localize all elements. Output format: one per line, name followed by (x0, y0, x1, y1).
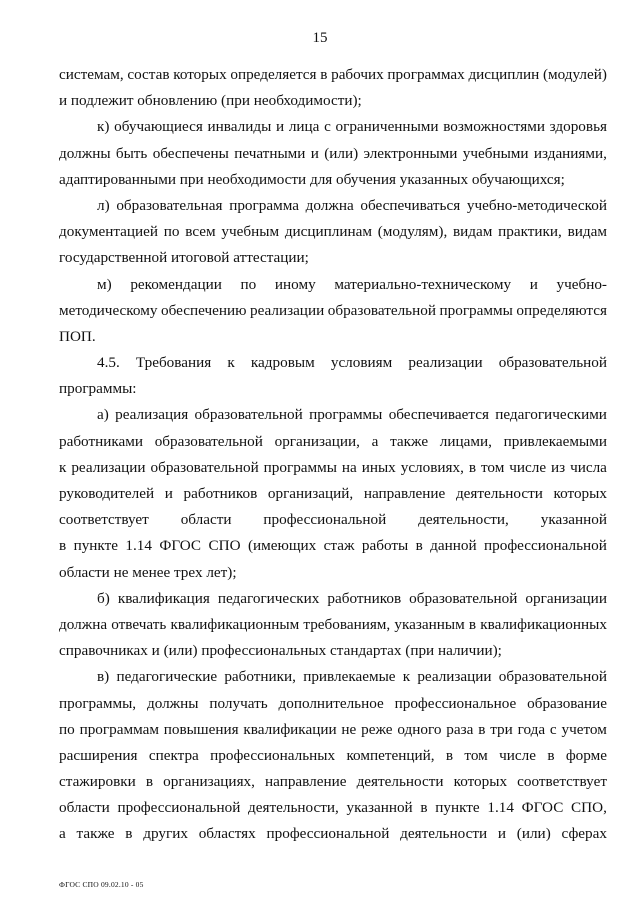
text-line (59, 769, 607, 795)
word: программы (263, 458, 337, 476)
word: к (227, 354, 235, 372)
word: раза (446, 720, 474, 738)
word: числе (509, 458, 547, 476)
text-line (59, 62, 607, 88)
word: программы, (59, 694, 137, 712)
text-line (59, 586, 607, 612)
word: СПО, (571, 799, 607, 817)
word: которых (453, 773, 508, 791)
word: методическому (59, 301, 158, 319)
word: видам (567, 223, 607, 241)
word: образовательной (150, 458, 259, 476)
word: спектра (148, 746, 199, 764)
text-line: ПОП. (59, 327, 96, 345)
paragraph-m (59, 272, 607, 351)
text-line: адаптированными при необходимости для обучения указанных обучающихся; (59, 170, 565, 188)
word: деятельности (356, 773, 444, 791)
word: в (468, 458, 477, 476)
word: стаж (323, 537, 355, 555)
word: соответствует (59, 511, 149, 529)
word: возможностями (443, 118, 545, 136)
word: педагогических (217, 589, 320, 607)
word: здоровья (549, 118, 607, 136)
word: условиях, (400, 458, 464, 476)
word: а (59, 825, 66, 843)
word: требованиям, (303, 615, 391, 633)
word: организаций, (267, 485, 354, 502)
text-line (59, 402, 607, 428)
word: а (371, 432, 379, 450)
word: в (59, 537, 67, 555)
word: образовательной (498, 354, 607, 372)
word: определяются (516, 301, 607, 319)
word: в (125, 825, 133, 843)
word: б) (97, 589, 110, 607)
word: инвалиды (207, 118, 272, 136)
text-line (59, 219, 607, 245)
word: работниками (59, 432, 143, 450)
word: (модулей) (542, 66, 607, 83)
word: реализации (249, 301, 325, 319)
word: и (164, 485, 173, 502)
page-number: 15 (312, 30, 328, 46)
word: в (320, 66, 328, 83)
word: квалификация (117, 589, 210, 607)
word: должны (59, 144, 111, 162)
word: по (163, 223, 180, 241)
word: образовательной (154, 432, 263, 450)
word: по (59, 720, 75, 738)
section-4-5-heading (59, 350, 607, 402)
document-footer-code: ФГОС СПО 09.02.10 - 05 (59, 880, 144, 889)
word: форме (565, 746, 607, 764)
word: компетенций, (346, 746, 435, 764)
text-line: и подлежит обновлению (при необходимости); (59, 92, 362, 110)
word: в (415, 537, 423, 555)
word: работников (183, 485, 258, 502)
paragraph-continuation (59, 62, 607, 114)
word: программы (439, 301, 513, 319)
text-line (59, 717, 607, 743)
word: и (275, 118, 285, 136)
word: видам (453, 223, 493, 241)
word: сферах (561, 825, 607, 843)
word: числа (570, 458, 607, 476)
word: в (547, 746, 555, 764)
word: программах (387, 66, 465, 83)
word: расширения (59, 746, 138, 764)
word: обеспечению (160, 301, 247, 319)
word: 4.5. (97, 354, 120, 372)
text-line: справочниках и (или) профессиональных стандартах (при наличии); (59, 642, 502, 660)
word: быть (115, 144, 148, 162)
text-line: программы: (59, 380, 137, 398)
word: направление (265, 773, 347, 791)
word: в (145, 773, 154, 791)
text-line (59, 193, 607, 219)
word: иных (361, 458, 396, 476)
word: печатными (234, 144, 306, 162)
word: по (240, 275, 257, 293)
text-line (59, 533, 607, 559)
word: деятельности (455, 485, 543, 502)
text-line (59, 821, 607, 847)
word: должна (59, 615, 108, 633)
word: реализации (71, 458, 146, 476)
word: учебно- (556, 275, 607, 293)
word: педагогические (116, 668, 218, 686)
word: года (517, 720, 546, 738)
word: образовательной (194, 406, 303, 424)
word: ФГОС (521, 799, 564, 817)
word: обеспечивается (388, 406, 489, 424)
word: учетом (561, 720, 607, 738)
word: дополнительное (278, 694, 384, 712)
word: данной (430, 537, 477, 555)
word: области (59, 799, 110, 817)
word: в (478, 720, 486, 738)
word: электронными (363, 144, 458, 162)
text-line (59, 507, 607, 533)
word: состав (127, 66, 170, 83)
word: с (324, 118, 331, 136)
word: работники, (224, 668, 296, 686)
word: образование (527, 694, 607, 712)
word: Требования (135, 354, 212, 372)
word: привлекаемые (303, 668, 396, 686)
word: руководителей (59, 485, 155, 502)
text-line (59, 114, 607, 140)
text-line (59, 664, 607, 690)
word: к (59, 458, 67, 476)
word: профессиональной (263, 511, 387, 529)
paragraph-l (59, 193, 607, 272)
paragraph-b (59, 586, 607, 665)
word: соответствует (517, 773, 607, 791)
word: организации, (274, 432, 360, 450)
word: повышения (163, 720, 239, 738)
paragraph-k (59, 114, 607, 193)
word: лица (288, 118, 320, 136)
word: изданиями, (533, 144, 607, 162)
word: ФГОС (159, 537, 202, 555)
word: области (180, 511, 232, 529)
word: также (76, 825, 115, 843)
word: областях (198, 825, 256, 843)
word: реализации (417, 668, 492, 686)
word: должна (305, 196, 354, 214)
word: том (480, 458, 505, 476)
word: определяется (230, 66, 317, 83)
word: организациях, (163, 773, 255, 791)
word: в) (97, 668, 110, 686)
word: привлекаемыми (503, 432, 607, 450)
word: пункте (73, 537, 118, 555)
word: получать (209, 694, 268, 712)
word: в (468, 615, 477, 633)
word: в (445, 746, 454, 764)
word: также (390, 432, 429, 450)
word: условиям (330, 354, 393, 372)
word: рабочих (331, 66, 384, 83)
word: реализации (408, 354, 483, 372)
word: практики, (498, 223, 562, 241)
word: указанной (540, 511, 607, 529)
word: образовательной (409, 589, 518, 607)
word: числе (499, 746, 536, 764)
word: квалификационных (480, 615, 607, 633)
word: других (143, 825, 188, 843)
word: педагогическими (495, 406, 607, 424)
word: (или) (516, 825, 551, 843)
word: в (420, 799, 428, 817)
word: дисциплинам (284, 223, 372, 241)
text-line (59, 429, 607, 455)
word: учебно-методической (466, 196, 607, 214)
word: (имеющих (247, 537, 317, 555)
word: СПО (208, 537, 241, 555)
word: с (549, 720, 557, 738)
word: деятельности, (248, 799, 339, 817)
word: м) (97, 275, 112, 293)
word: деятельности, (418, 511, 509, 529)
word: указанным (394, 615, 465, 633)
word: должны (146, 694, 199, 712)
text-line: области не менее трех лет); (59, 563, 237, 581)
word: образовательная (116, 196, 223, 214)
text-line (59, 795, 607, 821)
text-line (59, 481, 607, 507)
word: стажировки (59, 773, 136, 791)
word: направление (363, 485, 446, 502)
word: профессиональных (210, 746, 336, 764)
word: из (551, 458, 566, 476)
word: указанной (346, 799, 413, 817)
word: пункте (435, 799, 480, 817)
word: отвечать (111, 615, 167, 633)
word: работы (361, 537, 409, 555)
word: обучающиеся (114, 118, 203, 136)
word: системам, (59, 66, 124, 83)
word: которых (173, 66, 227, 83)
word: обеспечены (152, 144, 229, 162)
text-line (59, 298, 607, 324)
word: и (529, 275, 538, 293)
paragraph-a (59, 402, 607, 585)
word: одного (397, 720, 442, 738)
text-line: государственной итоговой аттестации; (59, 249, 309, 267)
word: документацией (59, 223, 159, 241)
word: дисциплин (468, 66, 540, 83)
word: не (341, 720, 357, 738)
word: к) (97, 118, 110, 136)
word: квалификации (243, 720, 337, 738)
word: программам (79, 720, 159, 738)
word: и (310, 144, 319, 162)
word: а) (97, 406, 109, 424)
word: профессиональной (117, 799, 241, 817)
word: программа (229, 196, 299, 214)
word: к (402, 668, 411, 686)
word: организации (525, 589, 607, 607)
word: деятельности (400, 825, 488, 843)
text-line (59, 350, 607, 376)
text-line (59, 455, 607, 481)
word: учебными (462, 144, 529, 162)
word: образовательной (498, 668, 607, 686)
word: обеспечиваться (360, 196, 461, 214)
word: профессиональное (394, 694, 517, 712)
word: том (464, 746, 488, 764)
word: всем (185, 223, 216, 241)
word: материально-техническому (334, 275, 512, 293)
word: лицами, (439, 432, 492, 450)
word: и (497, 825, 507, 843)
word: квалификационным (170, 615, 300, 633)
word: кадровым (250, 354, 315, 372)
word: образовательной (327, 301, 436, 319)
word: работников (327, 589, 402, 607)
word: учебным (221, 223, 280, 241)
document-body (59, 62, 607, 848)
word: профессиональной (484, 537, 607, 555)
word: 1.14 (125, 537, 152, 555)
word: (модулям), (377, 223, 448, 241)
word: на (341, 458, 357, 476)
text-line (59, 272, 607, 298)
word: рекомендации (130, 275, 222, 293)
word: ограниченными (335, 118, 439, 136)
word: л) (97, 196, 110, 214)
word: программы (309, 406, 383, 424)
word: (или) (324, 144, 359, 162)
word: профессиональной (266, 825, 390, 843)
paragraph-v (59, 664, 607, 847)
word: реже (361, 720, 393, 738)
text-line (59, 612, 607, 638)
text-line (59, 141, 607, 167)
word: реализация (115, 406, 189, 424)
text-line (59, 743, 607, 769)
word: иному (274, 275, 316, 293)
word: которых (553, 485, 607, 502)
word: три (490, 720, 513, 738)
text-line (59, 691, 607, 717)
word: 1.14 (487, 799, 514, 817)
